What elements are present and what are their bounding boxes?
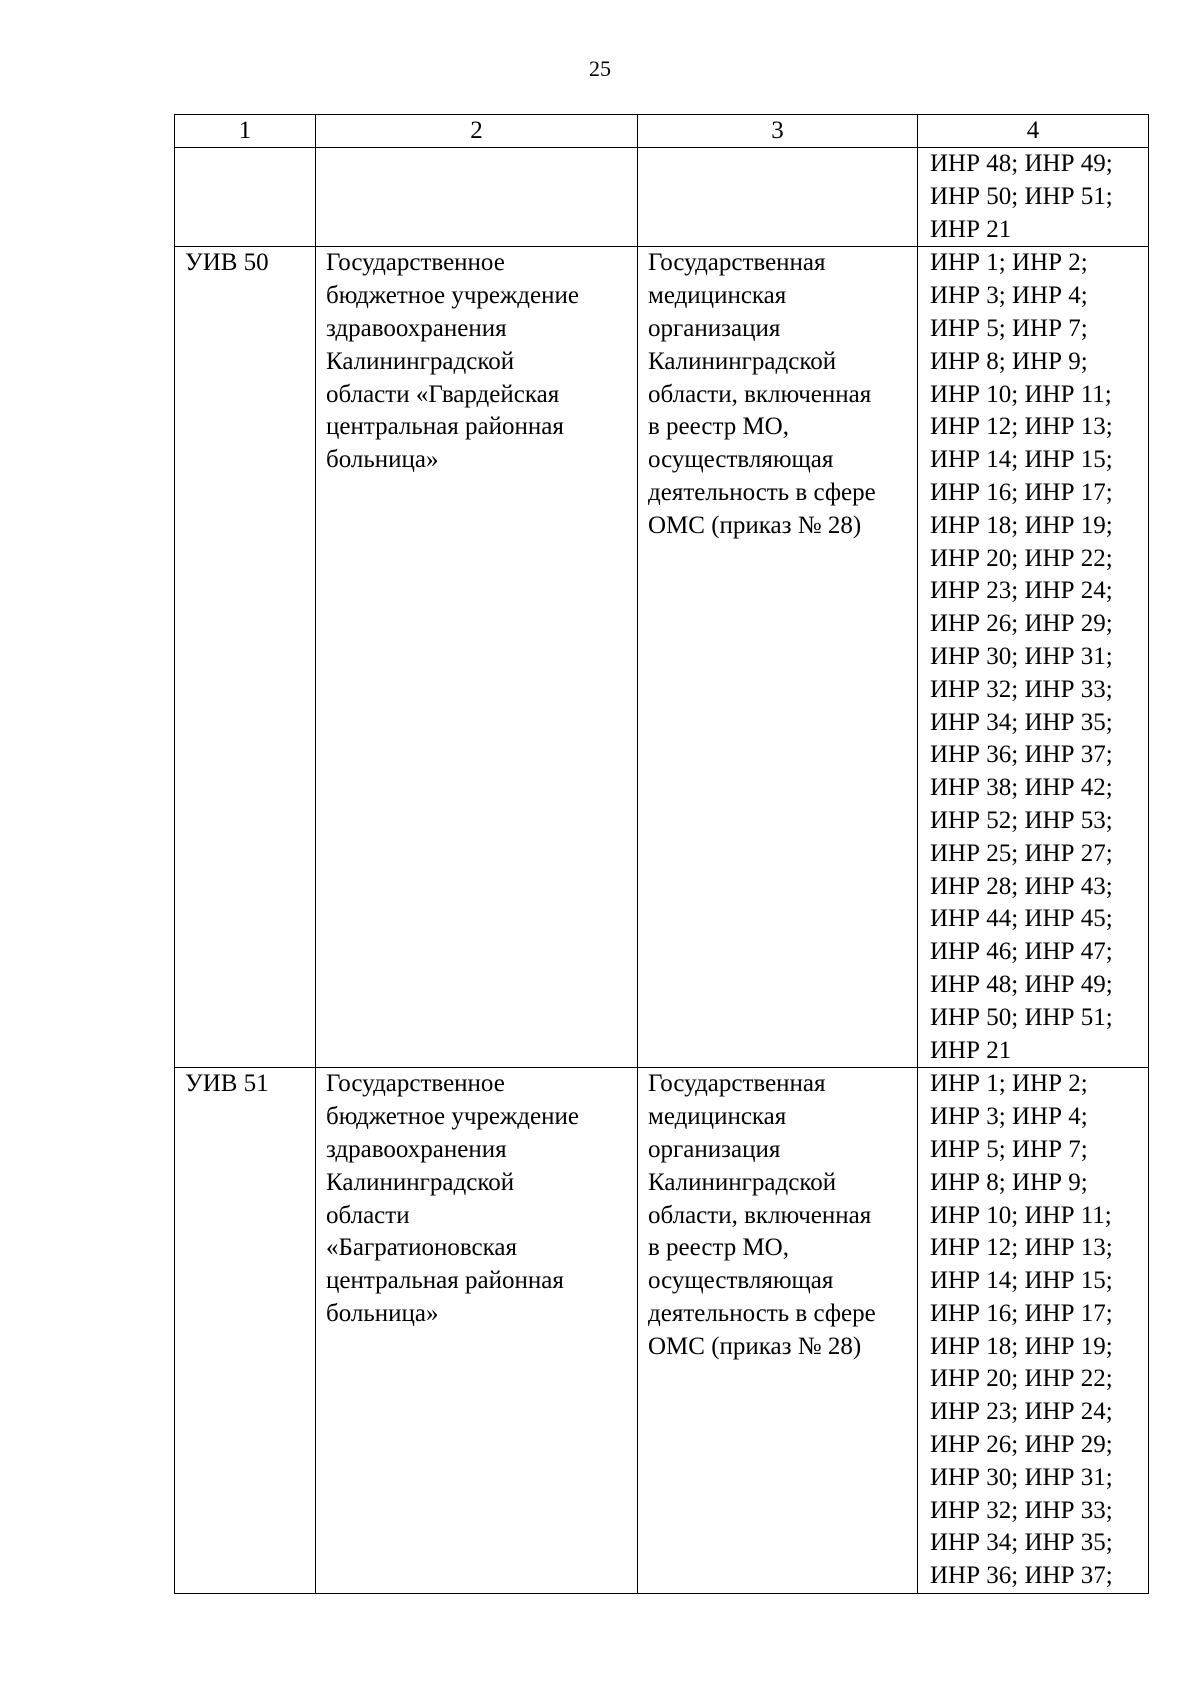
header-col-1: 1	[175, 115, 316, 148]
cell-name-line: больница»	[326, 446, 439, 474]
cell-indicators-line: ИНР 21	[930, 1036, 1012, 1064]
cell-indicators-line: ИНР 30; ИНР 31;	[930, 642, 1113, 670]
cell-type	[638, 1068, 918, 1594]
cell-code-text: УИВ 51	[185, 1070, 269, 1098]
cell-code	[175, 247, 316, 1068]
cell-name-line: здравоохранения	[326, 1135, 507, 1163]
cell-type-line: области, включенная	[648, 380, 872, 408]
cell-indicators	[918, 247, 1149, 1068]
cell-name	[316, 1068, 638, 1594]
cell-indicators-line: ИНР 16; ИНР 17;	[930, 1299, 1113, 1327]
cell-indicators-line: ИНР 14; ИНР 15;	[930, 1267, 1113, 1295]
cell-indicators-line: ИНР 8; ИНР 9;	[930, 347, 1088, 375]
cell-indicators-line: ИНР 20; ИНР 22;	[930, 1365, 1113, 1393]
header-row	[175, 115, 1149, 148]
cell-indicators-line: ИНР 20; ИНР 22;	[930, 544, 1113, 572]
cell-name-line: центральная районная	[326, 413, 564, 441]
cell-indicators-line: ИНР 30; ИНР 31;	[930, 1463, 1113, 1491]
cell-indicators-line: ИНР 12; ИНР 13;	[930, 1234, 1113, 1262]
cell-indicators-line: ИНР 10; ИНР 11;	[930, 1201, 1112, 1229]
cell-indicators-line: ИНР 25; ИНР 27;	[930, 839, 1113, 867]
cell-indicators-line: ИНР 23; ИНР 24;	[930, 577, 1113, 605]
cell-indicators-line: ИНР 12; ИНР 13;	[930, 413, 1113, 441]
cell-indicators-line: ИНР 50; ИНР 51;	[930, 182, 1113, 210]
header-col-4: 4	[918, 115, 1149, 148]
cell-indicators-line: ИНР 3; ИНР 4;	[930, 282, 1088, 310]
cell-type-line: деятельность в сфере	[648, 1299, 876, 1327]
cell-indicators-line: ИНР 44; ИНР 45;	[930, 905, 1113, 933]
cell-indicators-line: ИНР 3; ИНР 4;	[930, 1103, 1088, 1131]
cell-name-line: Калининградской	[326, 1168, 515, 1196]
cell-type-line: медицинская	[648, 1103, 787, 1131]
cell-name-line: Калининградской	[326, 347, 515, 375]
cell-indicators-line: ИНР 52; ИНР 53;	[930, 806, 1113, 834]
cell-name-line: центральная районная	[326, 1267, 564, 1295]
cell-indicators-line: ИНР 10; ИНР 11;	[930, 380, 1112, 408]
cell-name-line: бюджетное учреждение	[326, 282, 579, 310]
cell-indicators	[918, 148, 1149, 247]
cell-name	[316, 247, 638, 1068]
cell-indicators-line: ИНР 28; ИНР 43;	[930, 872, 1113, 900]
cell-indicators	[918, 1068, 1149, 1594]
cell-indicators-line: ИНР 14; ИНР 15;	[930, 446, 1113, 474]
cell-name-line: области «Гвардейская	[326, 380, 560, 408]
table-row	[175, 247, 1149, 1068]
table-row	[175, 148, 1149, 247]
cell-indicators-line: ИНР 8; ИНР 9;	[930, 1168, 1088, 1196]
header-col-3: 3	[638, 115, 918, 148]
cell-indicators-line: ИНР 34; ИНР 35;	[930, 1529, 1113, 1557]
cell-type-line: Государственная	[648, 249, 826, 277]
cell-indicators-line: ИНР 32; ИНР 33;	[930, 1496, 1113, 1524]
cell-indicators-line: ИНР 26; ИНР 29;	[930, 610, 1113, 638]
cell-name-line: Государственное	[326, 1070, 505, 1098]
cell-indicators-line: ИНР 46; ИНР 47;	[930, 938, 1113, 966]
document-table	[174, 114, 1149, 1594]
cell-code	[175, 148, 316, 247]
cell-name-line: «Багратионовская	[326, 1234, 517, 1262]
cell-type	[638, 247, 918, 1068]
cell-name-line: бюджетное учреждение	[326, 1103, 579, 1131]
cell-type	[638, 148, 918, 247]
header-col-2: 2	[316, 115, 638, 148]
cell-name-line: Государственное	[326, 249, 505, 277]
cell-indicators-line: ИНР 36; ИНР 37;	[930, 741, 1113, 769]
cell-indicators-line: ИНР 18; ИНР 19;	[930, 1332, 1113, 1360]
cell-type-line: деятельность в сфере	[648, 478, 876, 506]
cell-type-line: организация	[648, 314, 781, 342]
cell-name-line: больница»	[326, 1299, 439, 1327]
cell-name-line: области	[326, 1201, 410, 1229]
cell-indicators-line: ИНР 26; ИНР 29;	[930, 1431, 1113, 1459]
table-body	[175, 148, 1149, 1594]
cell-type-line: области, включенная	[648, 1201, 872, 1229]
cell-indicators-line: ИНР 5; ИНР 7;	[930, 314, 1088, 342]
table-header	[175, 115, 1149, 148]
cell-type-line: ОМС (приказ № 28)	[648, 511, 862, 539]
cell-indicators-line: ИНР 36; ИНР 37;	[930, 1562, 1113, 1590]
cell-type-line: в реестр МО,	[648, 413, 789, 441]
cell-indicators-line: ИНР 21	[930, 215, 1012, 243]
cell-type-line: осуществляющая	[648, 446, 834, 474]
cell-indicators-line: ИНР 1; ИНР 2;	[930, 1070, 1088, 1098]
cell-indicators-line: ИНР 34; ИНР 35;	[930, 708, 1113, 736]
cell-indicators-line: ИНР 32; ИНР 33;	[930, 675, 1113, 703]
cell-type-line: Калининградской	[648, 347, 837, 375]
cell-name	[316, 148, 638, 247]
cell-type-line: Калининградской	[648, 1168, 837, 1196]
cell-type-line: организация	[648, 1135, 781, 1163]
cell-indicators-line: ИНР 16; ИНР 17;	[930, 478, 1113, 506]
cell-type-line: ОМС (приказ № 28)	[648, 1332, 862, 1360]
cell-type-line: Государственная	[648, 1070, 826, 1098]
cell-code	[175, 1068, 316, 1594]
page-number: 25	[589, 56, 611, 81]
cell-indicators-line: ИНР 18; ИНР 19;	[930, 511, 1113, 539]
cell-type-line: медицинская	[648, 282, 787, 310]
cell-indicators-line: ИНР 23; ИНР 24;	[930, 1398, 1113, 1426]
cell-indicators-line: ИНР 5; ИНР 7;	[930, 1135, 1088, 1163]
cell-type-line: осуществляющая	[648, 1267, 834, 1295]
cell-type-line: в реестр МО,	[648, 1234, 789, 1262]
cell-indicators-line: ИНР 50; ИНР 51;	[930, 1003, 1113, 1031]
table-row	[175, 1068, 1149, 1594]
cell-indicators-line: ИНР 1; ИНР 2;	[930, 249, 1088, 277]
cell-indicators-line: ИНР 38; ИНР 42;	[930, 774, 1113, 802]
cell-indicators-line: ИНР 48; ИНР 49;	[930, 970, 1113, 998]
cell-name-line: здравоохранения	[326, 314, 507, 342]
cell-indicators-line: ИНР 48; ИНР 49;	[930, 150, 1113, 177]
cell-code-text: УИВ 50	[185, 249, 269, 277]
